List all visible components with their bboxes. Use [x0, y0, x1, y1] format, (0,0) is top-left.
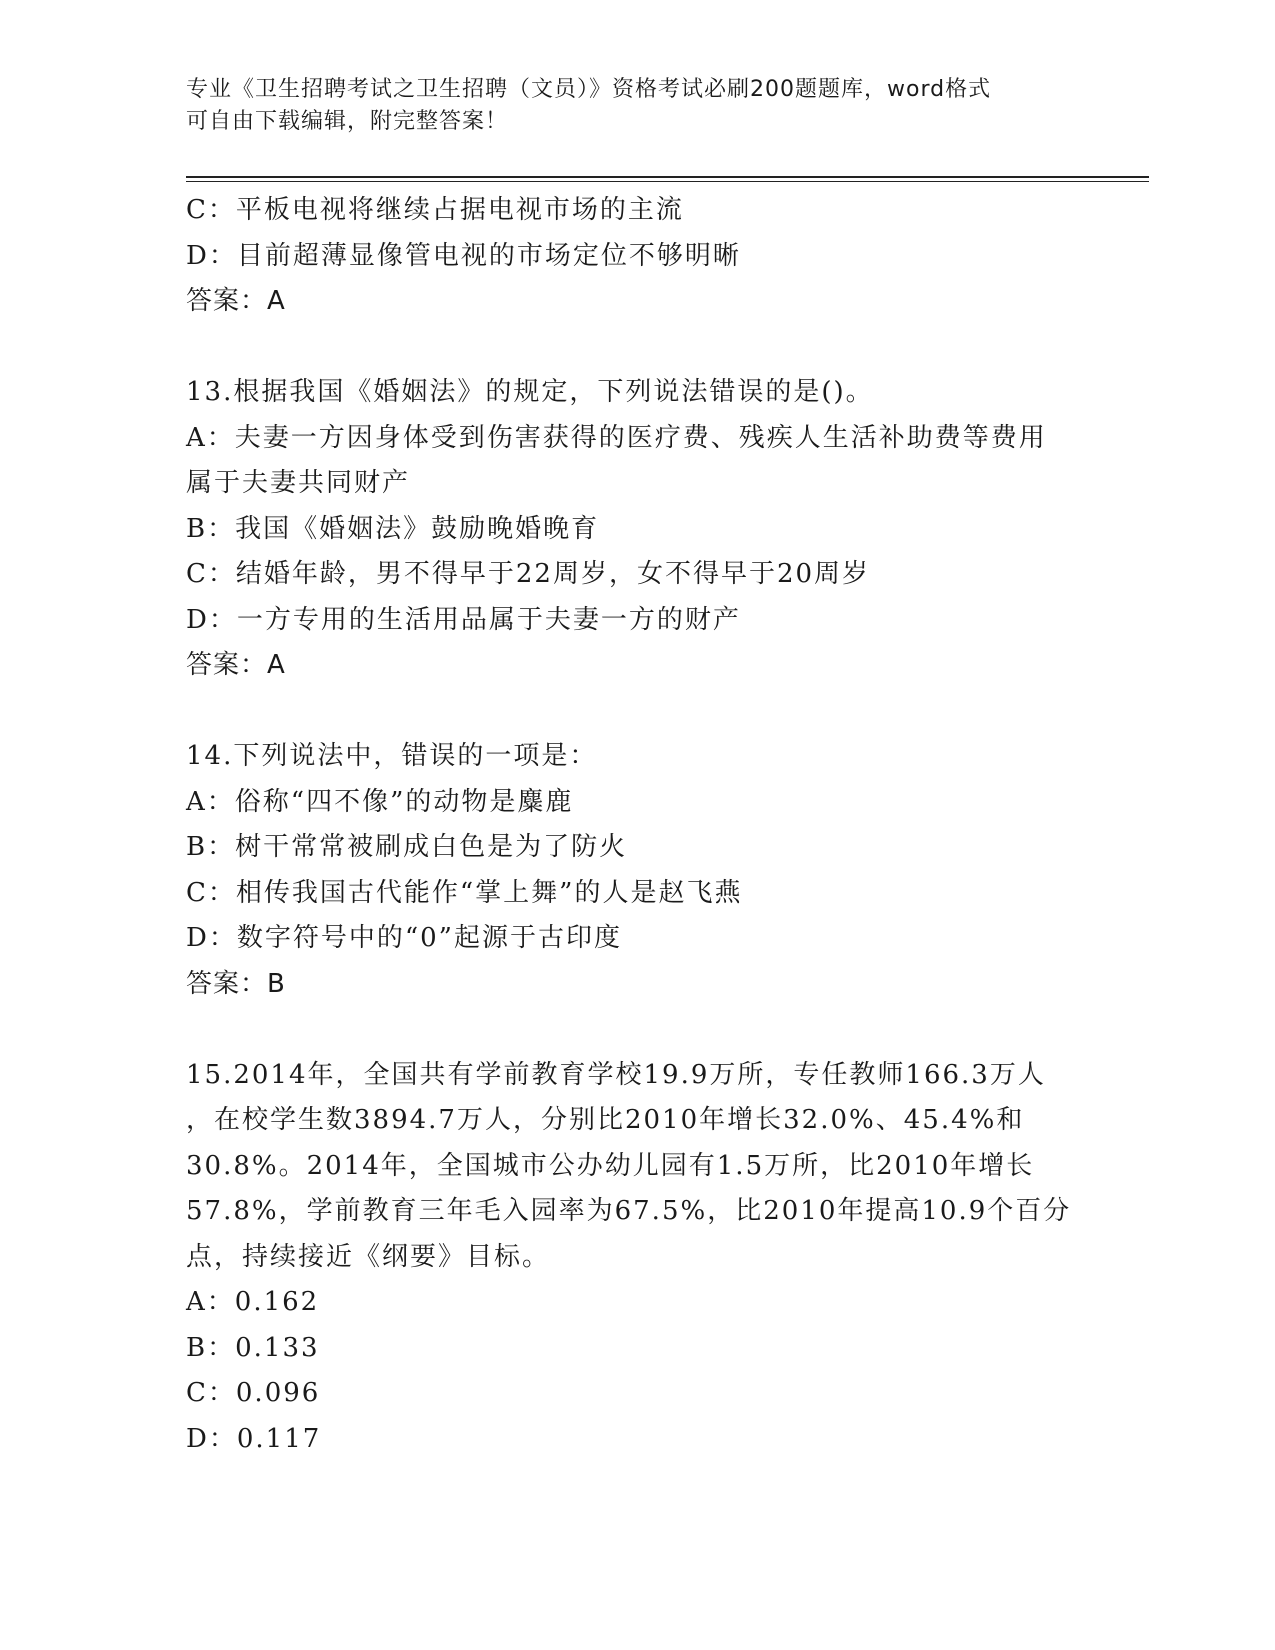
header-rule — [186, 176, 1149, 182]
option-b: B：树干常常被刷成白色是为了防火 — [186, 832, 628, 862]
option-b: B：0.133 — [186, 1332, 320, 1363]
question-stem-continued: 点，持续接近《纲要》目标。 — [186, 1241, 551, 1272]
spacer — [186, 689, 1076, 735]
question-stem: 13.根据我国《婚姻法》的规定，下列说法错误的是()。 — [186, 377, 874, 407]
question-stem-continued: 30.8%。2014年，全国城市公办幼儿园有1.5万所，比2010年增长 — [186, 1150, 1035, 1181]
option-c: C：平板电视将继续占据电视市场的主流 — [186, 195, 684, 225]
option-b: B：我国《婚姻法》鼓励晚婚晚育 — [186, 513, 600, 544]
option-c: C：结婚年龄，男不得早于22周岁，女不得早于20周岁 — [186, 559, 871, 589]
option-d: D：数字符号中的“0”起源于古印度 — [186, 923, 622, 953]
answer: 答案：A — [186, 650, 286, 680]
page-header — [186, 74, 1086, 138]
header-line-1: 专业《卫生招聘考试之卫生招聘（文员）》资格考试必刷200题题库，word格式 — [186, 77, 992, 102]
spacer — [186, 325, 1076, 371]
option-d: D：目前超薄显像管电视的市场定位不够明晰 — [186, 240, 741, 271]
answer: 答案：A — [186, 286, 286, 316]
option-a-continued: 属于夫妻共同财产 — [186, 468, 411, 498]
option-d: D：一方专用的生活用品属于夫妻一方的财产 — [186, 604, 741, 635]
question-13 — [186, 370, 1076, 689]
option-c: C：相传我国古代能作“掌上舞”的人是赵飞燕 — [186, 877, 743, 908]
question-15 — [186, 1053, 1076, 1463]
header-line-2: 可自由下载编辑，附完整答案！ — [186, 109, 509, 134]
question-stem-continued: ，在校学生数3894.7万人，分别比2010年增长32.0%、45.4%和 — [186, 1105, 1025, 1135]
option-a: A：0.162 — [186, 1287, 320, 1317]
spacer — [186, 1007, 1076, 1053]
question-stem-continued: 57.8%，学前教育三年毛入园率为67.5%，比2010年提高10.9个百分 — [186, 1196, 1072, 1226]
question-14 — [186, 734, 1076, 1007]
document-body — [186, 188, 1076, 1462]
option-a: A：俗称“四不像”的动物是麋鹿 — [186, 786, 574, 817]
previous-question-tail — [186, 188, 1076, 325]
answer: 答案：B — [186, 968, 286, 999]
option-d: D：0.117 — [186, 1423, 322, 1454]
option-a: A：夫妻一方因身体受到伤害获得的医疗费、残疾人生活补助费等费用 — [186, 422, 1047, 453]
question-stem: 15.2014年，全国共有学前教育学校19.9万所，专任教师166.3万人 — [186, 1059, 1046, 1090]
question-stem: 14.下列说法中，错误的一项是： — [186, 741, 598, 771]
option-c: C：0.096 — [186, 1378, 321, 1408]
